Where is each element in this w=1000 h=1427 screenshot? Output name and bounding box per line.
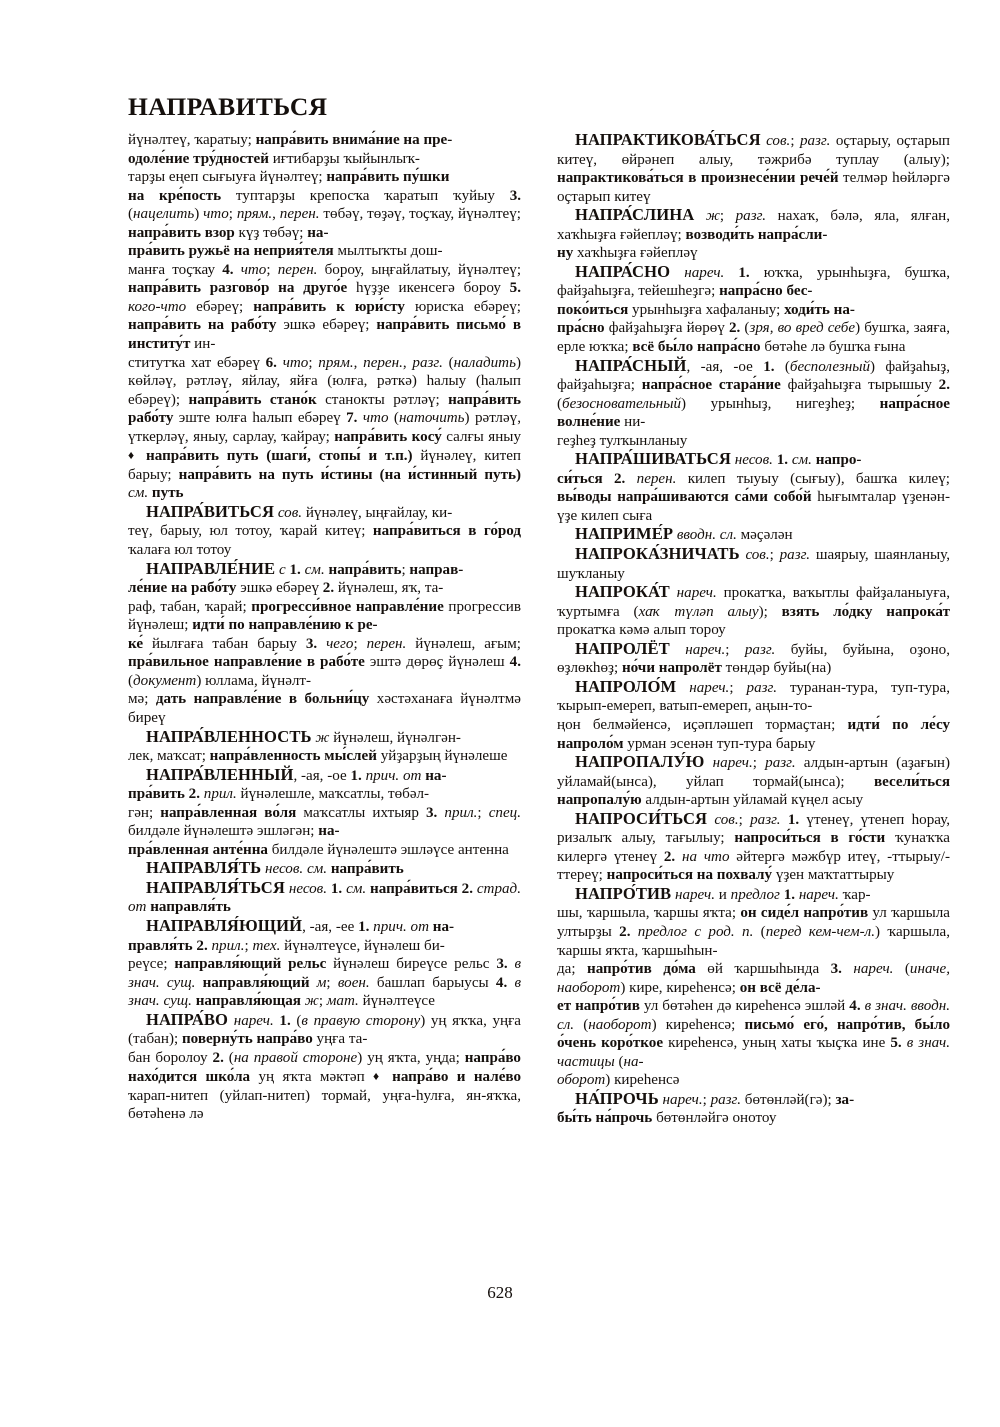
dictionary-entry: НАПРИМЕ́Р вводн. сл. мәҫәлән bbox=[575, 524, 793, 544]
left-column bbox=[128, 131, 521, 1128]
dictionary-entry: НАПРА́ВО нареч. 1. (в правую сторону) уң яҡҡа, уңға (табан); поверну́ть напра́во уңға та- бан боролоу 2. (на правой стороне) уң яҡта, уңда; напра́во нахо́дится шко́ла уң яҡта мәктәп ♦ напра́во и нале́во ҡарап-нитеп (уйлап-нитеп) тормай, уңға-һулға, ян-яҡҡа, бөтәһенә лә bbox=[128, 1009, 521, 1123]
dictionary-entry: НАПРОЛО́М нареч.; разг. туранан-тура, туп-тура, ҡырып-емереп, ватып-емереп, аңын-то- ңон белмәйенсә, иҫәпләшеп тормаҫтан; идти́ по ле́су напроло́м урман эсенән туп-тура барыу bbox=[557, 676, 951, 752]
dictionary-entry: НАПРА́ВЛЕННЫЙ, -ая, -ое 1. прич. от на- пра́вить 2. прил. йүнәлешле, маҡсатлы, төбәл- гән; напра́вленная во́ля маҡсатлы ихтыяр 3. прил.; спец. билдәле йүнәлештә эшләгән; на- пра́вленная анте́нна билдәле йүнәлештә эшләүсе антенна bbox=[128, 764, 521, 858]
dictionary-entry: НАПРОКА́Т нареч. прокатҡа, ваҡытлы файҙаланыуға, ҡуртымға (хаҡ түләп алыу); взять ло́дку напрока́т прокатҡа кәмә алып тороу bbox=[557, 582, 950, 639]
dictionary-entry: НАПРАКТИКОВА́ТЬСЯ сов.; разг. оҫтарыу, оҫтарып китеү, өйрәнеп алыу, тәжрибә туплау (алыу); напрактикова́ться в произнесе́нии рече́й телмәр һөйләргә оҫтарып китеү bbox=[557, 130, 951, 205]
dictionary-entry: НАПРАВЛЯ́ТЬ несов. см. напра́вить bbox=[146, 858, 404, 878]
dictionary-entry: НАПРА́СЛИНА ж; разг. нахаҡ, бәлә, яла, ялған, хаҡһыҙға ғәйепләү; возводи́ть напра́сли- ну хаҡһыҙға ғәйепләү bbox=[557, 205, 951, 262]
dictionary-entry: НАПРА́ВИТЬСЯ сов. йүнәлеү, ыңғайлау, ки- теү, барыу, юл тотоу, ҡарай китеү; напра́виться в го́род ҡалаға юл тотоу bbox=[128, 501, 522, 559]
dictionary-entry: НАПРОЛЁТ нареч.; разг. буйы, буйына, оҙоно, өҙлөкһөҙ; но́чи напролёт төндәр буйы(на) bbox=[557, 638, 950, 677]
right-column bbox=[557, 131, 950, 1128]
dictionary-entry: НАПРО́ТИВ нареч. и предлог 1. нареч. ҡар- шы, ҡаршыла, ҡаршы яҡта; он сиде́л напро́тив ул ҡаршыла ултырҙы 2. предлог с род. п. (перед кем-чем-л.) ҡаршыла, ҡаршы яҡта, ҡаршыһын- да; напро́тив до́ма өй ҡаршыһында 3. нареч. (иначе, наоборот) кире, киреһенсә; он всё де́ла- ет напро́тив ул бөтәһен дә киреһенсә эшләй 4. в знач. вводн. сл. (наоборот) киреһенсә; письмо́ его́, напро́тив, бы́ло о́чень коро́ткое киреһенсә, уның хаты ҡыҫҡа ине 5. в знач. частицы (на- оборот) киреһенсә bbox=[557, 883, 951, 1089]
page-running-head: НАПРАВИТЬСЯ bbox=[128, 92, 328, 121]
dictionary-entry: НАПРА́ВЛЕННОСТЬ ж йүнәлеш, йүнәлгән- лек, маҡсат; напра́вленность мы́слей уйҙарҙың йүнәлеше bbox=[128, 726, 508, 765]
dictionary-entry: НАПРА́ШИВАТЬСЯ несов. 1. см. напро- си́ться 2. перен. килеп тыуыу (сығыу), башҡа килеү; вы́воды напра́шиваются са́ми собо́й һығымталар үҙенән-үҙе килеп сыға bbox=[557, 449, 950, 524]
dictionary-entry: НАПРАВЛЕ́НИЕ с 1. см. напра́вить; направ- ле́ние на рабо́ту эшкә ебәреү 2. йүнәлеш, яҡ, та- раф, табан, ҡарай; прогресси́вное направле́ние прогрессив йүнәлеш; идти́ по направле́нию к ре- ке́ йылғаға табан барыу 3. чего; перен. йүнәлеш, ағым; пра́вильное направле́ние в рабо́те эштә дөрөҫ йүнәлеш 4. (документ) юллама, йүнәлт- мә; дать направле́ние в больни́цу хәстәханаға йүнәлтмә биреү bbox=[128, 558, 521, 726]
dictionary-entry: НАПРА́СНЫЙ, -ая, -ое 1. (бесполезный) файҙаһыҙ, файҙаһыҙға; напра́сное стара́ние файҙаһыҙға тырышыу 2. (безосновательный) урынһыҙ, нигеҙһеҙ; напра́сное волне́ние ни- геҙһеҙ тулҡынланыу bbox=[557, 355, 950, 449]
dictionary-entry: НАПРАВЛЯ́ЮЩИЙ, -ая, -ее 1. прич. от на- правля́ть 2. прил.; тех. йүнәлтеүсе, йүнәлеш би- реүсе; направля́ющий рельс йүнәлеш биреүсе рельс 3. в знач. сущ. направля́ющий м; воен. башлап барыусы 4. в знач. сущ. направля́ющая ж; мат. йүнәлтеүсе bbox=[128, 915, 522, 1010]
dictionary-entry: НАПРОПАЛУ́Ю нареч.; разг. алдын-артын (аҙағын) уйламай(ынса), уйлап тормай(ынса); весели́ться напропалу́ю алдын-артын уйламай күңел асыу bbox=[557, 752, 950, 809]
two-column-body bbox=[128, 131, 950, 1128]
dictionary-entry: НАПРАВЛЯ́ТЬСЯ несов. 1. см. напра́виться 2. страд. от направля́ть bbox=[128, 877, 521, 916]
dictionary-entry: НАПРОСИ́ТЬСЯ сов.; разг. 1. үтенеү, үтенеп һорау, ризалыҡ алыу, тағылыу; напроси́ться в го́сти ҡунаҡҡа килергә үтенеү 2. на что әйтергә мәжбүр итеү, -ттырыу/-ттереү; напроси́ться на похвалу́ үҙен маҡтаттырыу bbox=[557, 808, 951, 884]
dictionary-entry: НАПРА́СНО нареч. 1. юҡҡа, урынһыҙға, бушҡа, файҙаһыҙға, тейешһеҙгә; напра́сно бес- поко́иться урынһыҙға хафаланыу; ходи́ть на- пра́сно файҙаһыҙға йөрөү 2. (зря, во вред себе) бушҡа, заяға, ерле юҡҡа; всё бы́ло напра́сно бөтәһе лә бушҡа ғына bbox=[557, 261, 950, 356]
dictionary-entry: НАПРОКА́ЗНИЧАТЬ сов.; разг. шаярыу, шаянланыу, шуҡланыу bbox=[557, 544, 950, 582]
page-number: 628 bbox=[487, 1283, 513, 1302]
dictionary-entry: НА́ПРОЧЬ нареч.; разг. бөтөнләй(гә); за- бы́ть на́прочь бөтөнләйгә онотоу bbox=[557, 1088, 855, 1127]
dictionary-entry: йүнәлтеү, ҡаратыу; напра́вить внима́ние на пре- одоле́ние тру́дностей иғтибарҙы ҡыйынлыҡ- тарҙы еңеп сығыуға йүнәлтеү; напра́вить пу́шки на кре́пость туптарҙы крепосҡа ҡаратып ҡуйыу 3. (нацелить) что; прям., перен. төбәү, төҙәү, тоҫҡау, йүнәлтеү; напра́вить взор күҙ төбәү; на- пра́вить ружьё на неприя́теля мылтыҡты дош- манға тоҫҡау 4. что; перен. бороу, ыңғайлатыу, йүнәлтеү; напра́вить разгово́р на друго́е һүҙҙе икенсегә бороу 5. кого-что ебәреү; напра́вить к юри́сту юрисҡа ебәреү; напра́вить на рабо́ту эшкә ебәреү; напра́вить письмо́ в институ́т ин- ститутҡа хат ебәреү 6. что; прям., перен., разг. (наладить) көйләү, рәтләү, яйлау, яйға (юлға, рәткә) һалыу (һалып ебәреү); напра́вить стано́к станокты рәтләү; напра́вить рабо́ту эште юлға һалып ебәреү 7. что (наточить) рәтләү, үткерләү, яныу, сарлау, ҡайрау; напра́вить косу́ салғы яныу ♦ напра́вить путь (шаги́, стопы́ и т.п.) йүнәлеү, китеп барыу; напра́вить на путь и́стины (на и́стинный путь) см. путь bbox=[128, 132, 522, 502]
